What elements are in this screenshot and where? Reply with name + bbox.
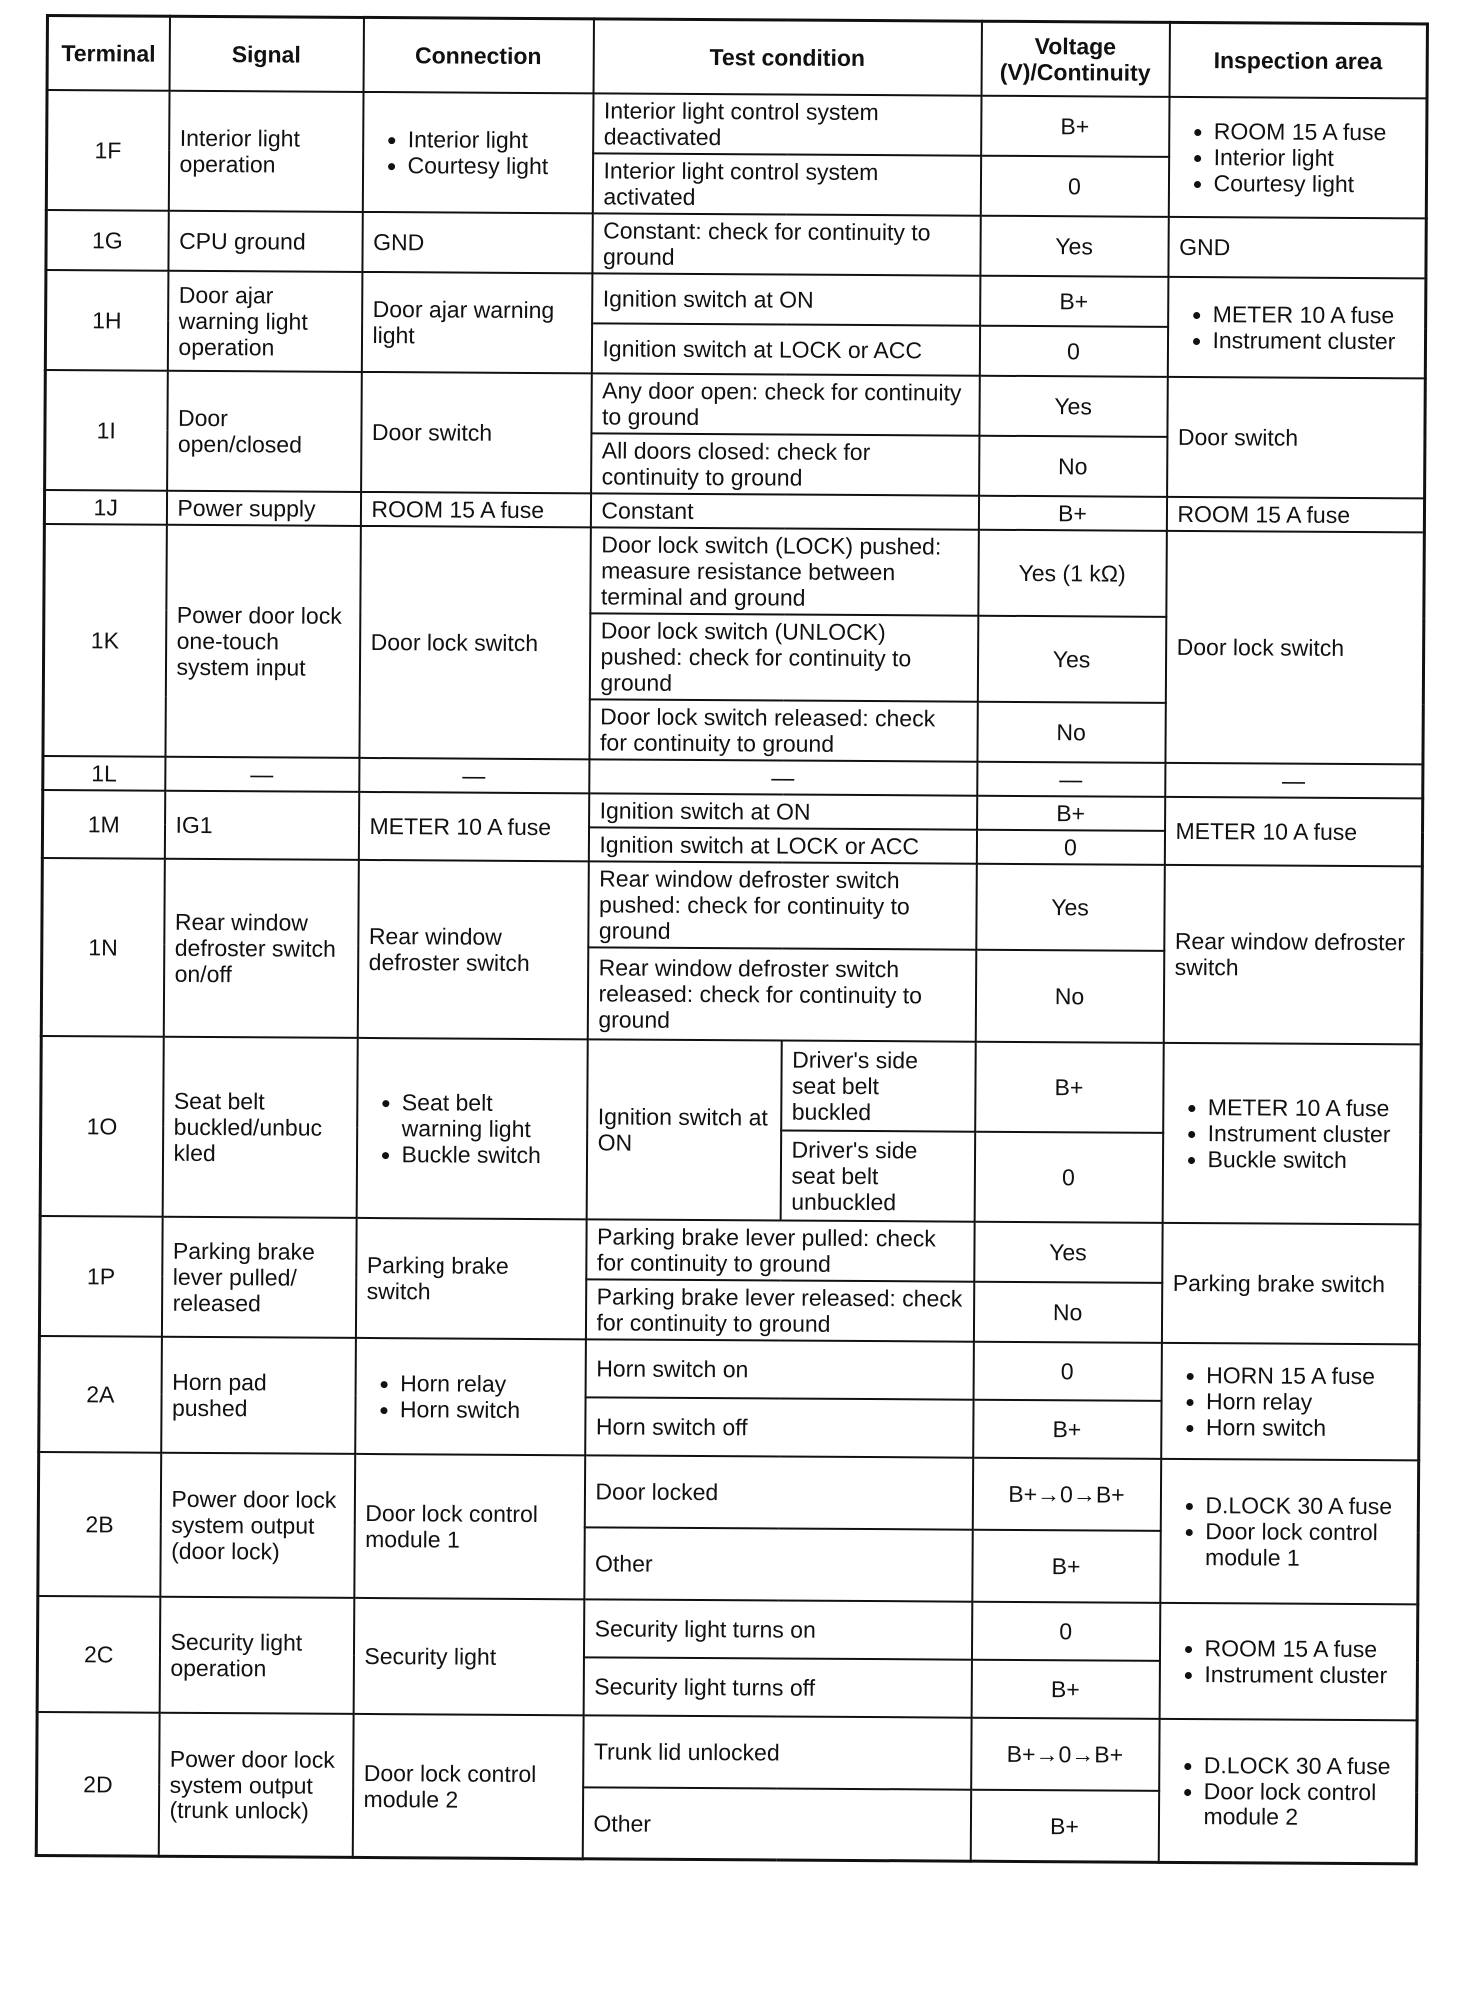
terminal-cell: 2D (36, 1712, 159, 1857)
test-condition-cell: Security light turns on (583, 1599, 971, 1659)
value-cell: Yes (976, 863, 1165, 950)
table-row (41, 1036, 1422, 1134)
inspection-cell: METER 10 A fuse (1164, 797, 1422, 867)
test-condition-cell: Other (582, 1787, 970, 1861)
value-cell: B+ (977, 795, 1165, 830)
inspection-item: • Instrument cluster (1212, 327, 1414, 354)
connection-cell: GND (362, 212, 592, 273)
connection-cell: Door lock switch (359, 526, 590, 759)
table-row (47, 90, 1427, 158)
test-condition-cell: Other (584, 1527, 972, 1601)
inspection-item: • D.LOCK 30 A fuse (1204, 1752, 1406, 1779)
inspection-cell (1158, 1719, 1417, 1865)
signal-cell: Parking brake lever pulled/ released (161, 1216, 356, 1337)
header-terminal: Terminal (47, 16, 169, 91)
value-cell: B+→0→B+ (971, 1717, 1159, 1790)
value-cell: B+→0→B+ (972, 1457, 1160, 1530)
test-condition-cell: Ignition switch at LOCK or ACC (588, 827, 976, 863)
value-cell: 0 (976, 829, 1164, 864)
inspection-item: • D.LOCK 30 A fuse (1205, 1492, 1407, 1519)
test-condition-cell: Horn switch off (585, 1397, 973, 1457)
inspection-item: • Horn switch (1206, 1414, 1408, 1441)
terminal-cell: 1N (41, 858, 164, 1037)
inspection-cell: Parking brake switch (1161, 1223, 1420, 1345)
connection-cell: Door switch (361, 372, 592, 493)
signal-cell: Seat belt buckled/unbuc kled (162, 1036, 357, 1217)
value-cell: Yes (979, 376, 1167, 437)
inspection-item: • HORN 15 A fuse (1206, 1362, 1408, 1389)
connection-cell (356, 1038, 587, 1219)
terminal-cell: 1O (40, 1036, 163, 1217)
test-condition-cell: Door lock switch (LOCK) pushed: measure resistance between terminal and ground (590, 527, 979, 615)
terminal-cell: 1J (44, 490, 166, 525)
table-row (37, 1596, 1417, 1662)
test-condition-cell: Horn switch on (585, 1339, 973, 1399)
signal-cell: — (165, 757, 359, 792)
value-cell: Yes (974, 1221, 1162, 1282)
test-condition-cell: Constant (590, 493, 978, 529)
header-test-condition: Test condition (593, 19, 981, 96)
table-row (37, 1712, 1417, 1792)
terminal-cell: 1M (42, 790, 164, 859)
test-condition-cell: Ignition switch at LOCK or ACC (591, 323, 979, 375)
inspection-cell (1162, 1043, 1421, 1225)
value-cell: Yes (1 kΩ) (978, 530, 1167, 617)
test-condition-cell: Door locked (584, 1455, 972, 1529)
table-row (44, 524, 1425, 618)
test-condition-cell: Interior light control system activated (592, 153, 980, 215)
test-condition-cell: Parking brake lever released: check for continuity to ground (585, 1279, 973, 1341)
signal-cell: Horn pad pushed (161, 1336, 356, 1453)
connection-cell (362, 92, 593, 213)
connection-item: • Buckle switch (401, 1141, 575, 1168)
test-subcondition-cell: Driver's side seat belt buckled (781, 1040, 976, 1131)
header-voltage: Voltage (V)/Continuity (981, 21, 1169, 97)
inspection-cell (1168, 97, 1427, 219)
signal-cell: Power supply (166, 491, 360, 526)
inspection-cell: Door lock switch (1165, 531, 1424, 765)
connection-cell: — (359, 758, 589, 793)
connection-cell: Rear window defroster switch (357, 860, 588, 1039)
signal-cell: IG1 (164, 791, 358, 860)
table-row (46, 210, 1426, 278)
inspection-item: • ROOM 15 A fuse (1204, 1635, 1406, 1662)
value-cell: No (979, 436, 1167, 497)
test-condition-cell: Interior light control system deactivated (593, 93, 981, 155)
value-cell: 0 (974, 1131, 1163, 1222)
test-condition-cell: Rear window defroster switch released: check for continuity to ground (587, 947, 976, 1041)
connection-cell: Door lock control module 1 (354, 1454, 585, 1599)
inspection-item: • METER 10 A fuse (1213, 301, 1415, 328)
inspection-item: • Courtesy light (1213, 170, 1415, 197)
test-condition-cell: All doors closed: check for continuity to ground (591, 433, 979, 495)
table-row (42, 858, 1423, 952)
value-cell: B+ (972, 1529, 1160, 1602)
inspection-cell: — (1165, 763, 1423, 799)
value-cell: B+ (981, 96, 1169, 157)
inspection-cell (1159, 1603, 1418, 1721)
connection-item: • Horn switch (400, 1396, 574, 1423)
signal-cell: Door ajar warning light operation (167, 271, 362, 372)
test-condition-cell: Rear window defroster switch pushed: check for continuity to ground (588, 861, 977, 949)
test-condition-cell: Security light turns off (583, 1657, 971, 1717)
table-row (39, 1336, 1419, 1402)
test-condition-cell: Parking brake lever pulled: check for continuity to ground (586, 1219, 974, 1281)
value-cell: B+ (970, 1789, 1158, 1862)
header-connection: Connection (363, 17, 593, 93)
table-row (43, 790, 1423, 832)
terminal-cell: 2C (37, 1596, 160, 1713)
value-cell: No (977, 702, 1165, 763)
terminal-cell: 1K (43, 524, 166, 757)
header-inspection: Inspection area (1169, 22, 1427, 98)
inspection-item: • Door lock control module 2 (1203, 1778, 1405, 1831)
value-cell: No (973, 1281, 1161, 1342)
value-cell: 0 (971, 1601, 1159, 1660)
inspection-cell: Door switch (1167, 377, 1426, 499)
value-cell: No (975, 949, 1164, 1042)
terminal-cell: 1L (43, 756, 165, 791)
test-condition-cell: Trunk lid unlocked (583, 1715, 971, 1789)
terminal-cell: 1G (46, 210, 168, 271)
connection-cell: METER 10 A fuse (358, 792, 588, 861)
test-condition-cell: Ignition switch at ON (589, 793, 977, 829)
inspection-item: • Door lock control module 1 (1205, 1518, 1407, 1571)
connection-cell: Parking brake switch (355, 1218, 586, 1339)
terminal-cell: 1F (46, 90, 169, 211)
value-cell: B+ (980, 276, 1168, 327)
table-row (38, 1452, 1418, 1532)
connection-cell: Door lock control module 2 (352, 1714, 583, 1859)
value-cell: 0 (980, 156, 1168, 217)
inspection-cell (1167, 277, 1426, 379)
connection-item: • Horn relay (400, 1370, 574, 1397)
value-cell: B+ (978, 496, 1166, 531)
connection-item: • Seat belt warning light (402, 1089, 576, 1142)
test-subcondition-cell: Driver's side seat belt unbuckled (780, 1130, 975, 1221)
terminal-cell: 2B (38, 1452, 161, 1597)
connection-cell: Security light (353, 1598, 584, 1715)
terminal-cell: 2A (39, 1336, 162, 1453)
table-row (40, 1216, 1420, 1284)
test-condition-main-cell: Ignition switch at ON (586, 1039, 781, 1220)
signal-cell: Power door lock one-touch system input (165, 525, 360, 758)
signal-cell: Security light operation (159, 1596, 354, 1713)
test-condition-cell: Ignition switch at ON (592, 273, 980, 325)
value-cell: 0 (973, 1341, 1161, 1400)
test-condition-cell: Door lock switch (UNLOCK) pushed: check for continuity to ground (589, 613, 978, 701)
signal-cell: Door open/closed (167, 371, 362, 492)
test-condition-cell: Constant: check for continuity to ground (592, 213, 980, 275)
header-row (47, 16, 1427, 99)
connection-item: • Courtesy light (408, 152, 582, 179)
test-condition-cell: Any door open: check for continuity to ground (591, 373, 979, 435)
inspection-cell (1160, 1459, 1419, 1605)
inspection-item: • ROOM 15 A fuse (1214, 118, 1416, 145)
terminal-cell: 1P (39, 1216, 162, 1337)
value-cell: B+ (973, 1399, 1161, 1458)
value-cell: Yes (980, 216, 1168, 277)
connection-cell (355, 1338, 586, 1455)
inspection-cell (1161, 1343, 1420, 1461)
connection-cell: Door ajar warning light (361, 272, 592, 373)
table-row (46, 270, 1426, 328)
header-signal: Signal (169, 16, 363, 92)
table-row (45, 370, 1425, 438)
value-cell: — (977, 761, 1165, 796)
terminal-cell: 1I (45, 370, 168, 491)
signal-cell: Rear window defroster switch on/off (163, 858, 358, 1037)
inspection-item: • Interior light (1214, 144, 1416, 171)
connection-item: • Interior light (408, 126, 582, 153)
signal-cell: CPU ground (168, 211, 362, 272)
terminal-voltage-table (35, 14, 1429, 1866)
signal-cell: Interior light operation (168, 91, 363, 212)
test-condition-cell: — (589, 759, 977, 795)
inspection-item: • Instrument cluster (1204, 1661, 1406, 1688)
inspection-cell: Rear window defroster switch (1163, 865, 1422, 1045)
value-cell: 0 (979, 326, 1167, 377)
inspection-cell: GND (1168, 217, 1426, 279)
inspection-item: • Horn relay (1206, 1388, 1408, 1415)
signal-cell: Power door lock system output (trunk unlock) (158, 1712, 353, 1857)
terminal-cell: 1H (45, 270, 168, 371)
inspection-item: • METER 10 A fuse (1208, 1094, 1410, 1121)
terminal-table-container (35, 14, 1426, 1866)
value-cell: Yes (977, 616, 1166, 703)
inspection-item: • Instrument cluster (1208, 1120, 1410, 1147)
connection-cell: ROOM 15 A fuse (360, 492, 590, 527)
inspection-cell: ROOM 15 A fuse (1166, 497, 1424, 533)
inspection-item: • Buckle switch (1207, 1146, 1409, 1173)
value-cell: B+ (971, 1659, 1159, 1718)
signal-cell: Power door lock system output (door lock) (160, 1452, 355, 1597)
test-condition-cell: Door lock switch released: check for continuity to ground (589, 699, 977, 761)
value-cell: B+ (975, 1041, 1164, 1132)
